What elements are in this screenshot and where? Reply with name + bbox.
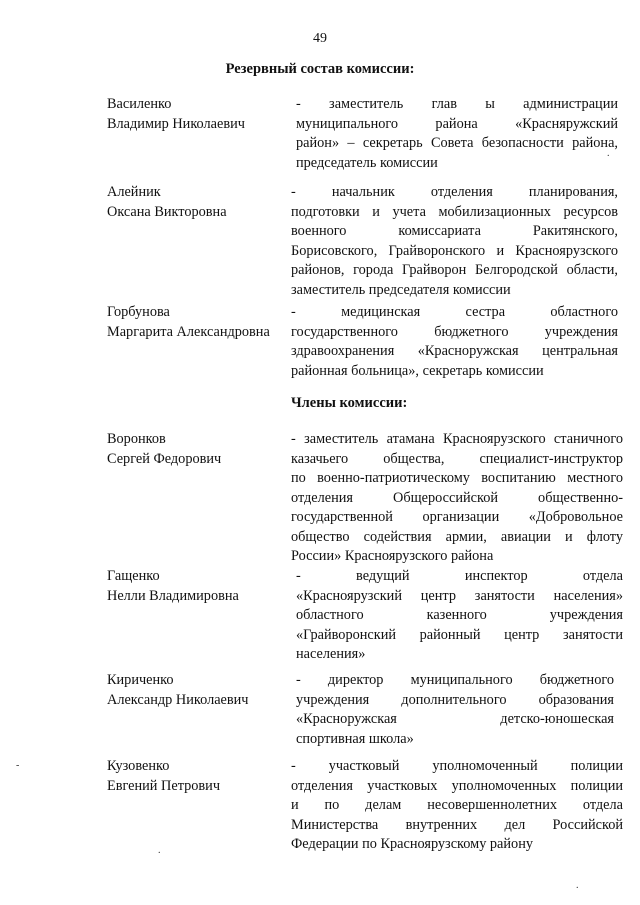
person-role: [296, 567, 623, 665]
reserve-heading: Резервный состав комиссии:: [225, 61, 415, 77]
role-line: заместитель председателя комиссии: [291, 281, 511, 298]
role-line: по военно-патриотическому воспитанию местного: [291, 470, 623, 486]
person-name: [107, 95, 287, 134]
scan-speck: .: [158, 845, 161, 856]
role-line: - заместитель глав ы администрации: [296, 96, 618, 112]
role-line: казачьего общества, специалист-инструктор: [291, 450, 623, 467]
person-name: [107, 567, 287, 606]
role-line: районная больница», секретарь комиссии: [291, 362, 544, 379]
person-name: [107, 430, 287, 469]
person-role: [296, 95, 618, 173]
role-line: учреждения дополнительного образования: [296, 691, 614, 708]
role-line: - участковый уполномоченный полиции: [291, 758, 623, 774]
role-line: «Красноружская детско-юношеская: [296, 711, 614, 727]
person-name: [107, 671, 287, 710]
role-line: государственного бюджетного учреждения: [291, 323, 618, 340]
role-line: отделения Общероссийской общественно-: [291, 489, 623, 506]
role-line: районов, города Грайворон Белгородской области,: [291, 262, 618, 278]
role-line: России» Красноярузского района: [291, 548, 494, 564]
scan-speck: -: [16, 760, 20, 771]
person-given-names: Евгений Петрович: [107, 777, 221, 794]
role-line: муниципального района «Красняружский: [296, 115, 618, 132]
person-role: [291, 303, 618, 381]
role-line: район» – секретарь Совета безопасности района,: [296, 135, 618, 151]
person-surname: Горбунова: [107, 304, 170, 320]
person-given-names: Александр Николаевич: [107, 691, 249, 708]
person-surname: Алейник: [107, 184, 161, 200]
role-line: Борисовского, Грайворонского и Красноярузского: [291, 242, 618, 259]
role-line: «Грайворонский районный центр занятости: [296, 626, 623, 643]
person-name: [107, 183, 287, 222]
role-line: населения»: [296, 646, 366, 662]
role-line: - медицинская сестра областного: [291, 304, 618, 320]
person-surname: Василенко: [107, 96, 172, 112]
role-line: и по делам несовершеннолетних отдела: [291, 797, 623, 813]
person-name: [107, 303, 287, 342]
person-role: [291, 430, 623, 567]
person-given-names: Нелли Владимировна: [107, 587, 239, 604]
role-line: - начальник отделения планирования,: [291, 184, 618, 200]
scan-speck: .: [607, 148, 610, 159]
person-given-names: Оксана Викторовна: [107, 203, 227, 220]
role-line: общество содействия армии, авиации и флоту: [291, 528, 623, 545]
scan-speck: .: [576, 880, 579, 891]
person-surname: Воронков: [107, 431, 166, 447]
role-line: областного казенного учреждения: [296, 607, 623, 623]
person-name: [107, 757, 287, 796]
members-heading: Члены комиссии:: [291, 395, 408, 411]
person-role: [291, 757, 623, 855]
page-number: 49: [313, 31, 327, 46]
role-line: - директор муниципального бюджетного: [296, 672, 614, 688]
role-line: спортивная школа»: [296, 730, 414, 747]
role-line: - ведущий инспектор отдела: [296, 568, 623, 584]
person-role: [291, 183, 618, 300]
role-line: председатель комиссии: [296, 154, 438, 171]
person-role: [296, 671, 614, 749]
person-given-names: Маргарита Александровна: [107, 323, 270, 340]
role-line: подготовки и учета мобилизационных ресурсов: [291, 203, 618, 220]
person-given-names: Владимир Николаевич: [107, 115, 245, 132]
role-line: государственной организации «Добровольное: [291, 509, 623, 525]
role-line: здравоохранения «Красноружская центральная: [291, 343, 618, 359]
role-line: отделения участковых уполномоченных полиции: [291, 777, 623, 794]
role-line: Федерации по Красноярузскому району: [291, 836, 534, 852]
role-line: Министерства внутренних дел Российской: [291, 816, 623, 833]
person-surname: Кузовенко: [107, 758, 170, 774]
role-line: - заместитель атамана Красноярузского станичного: [291, 431, 623, 447]
person-surname: Кириченко: [107, 672, 174, 688]
role-line: военного комиссариата Ракитянского,: [291, 223, 618, 239]
role-line: «Красноярузский центр занятости населения»: [296, 587, 623, 604]
person-surname: Гащенко: [107, 568, 160, 584]
person-given-names: Сергей Федорович: [107, 450, 222, 467]
